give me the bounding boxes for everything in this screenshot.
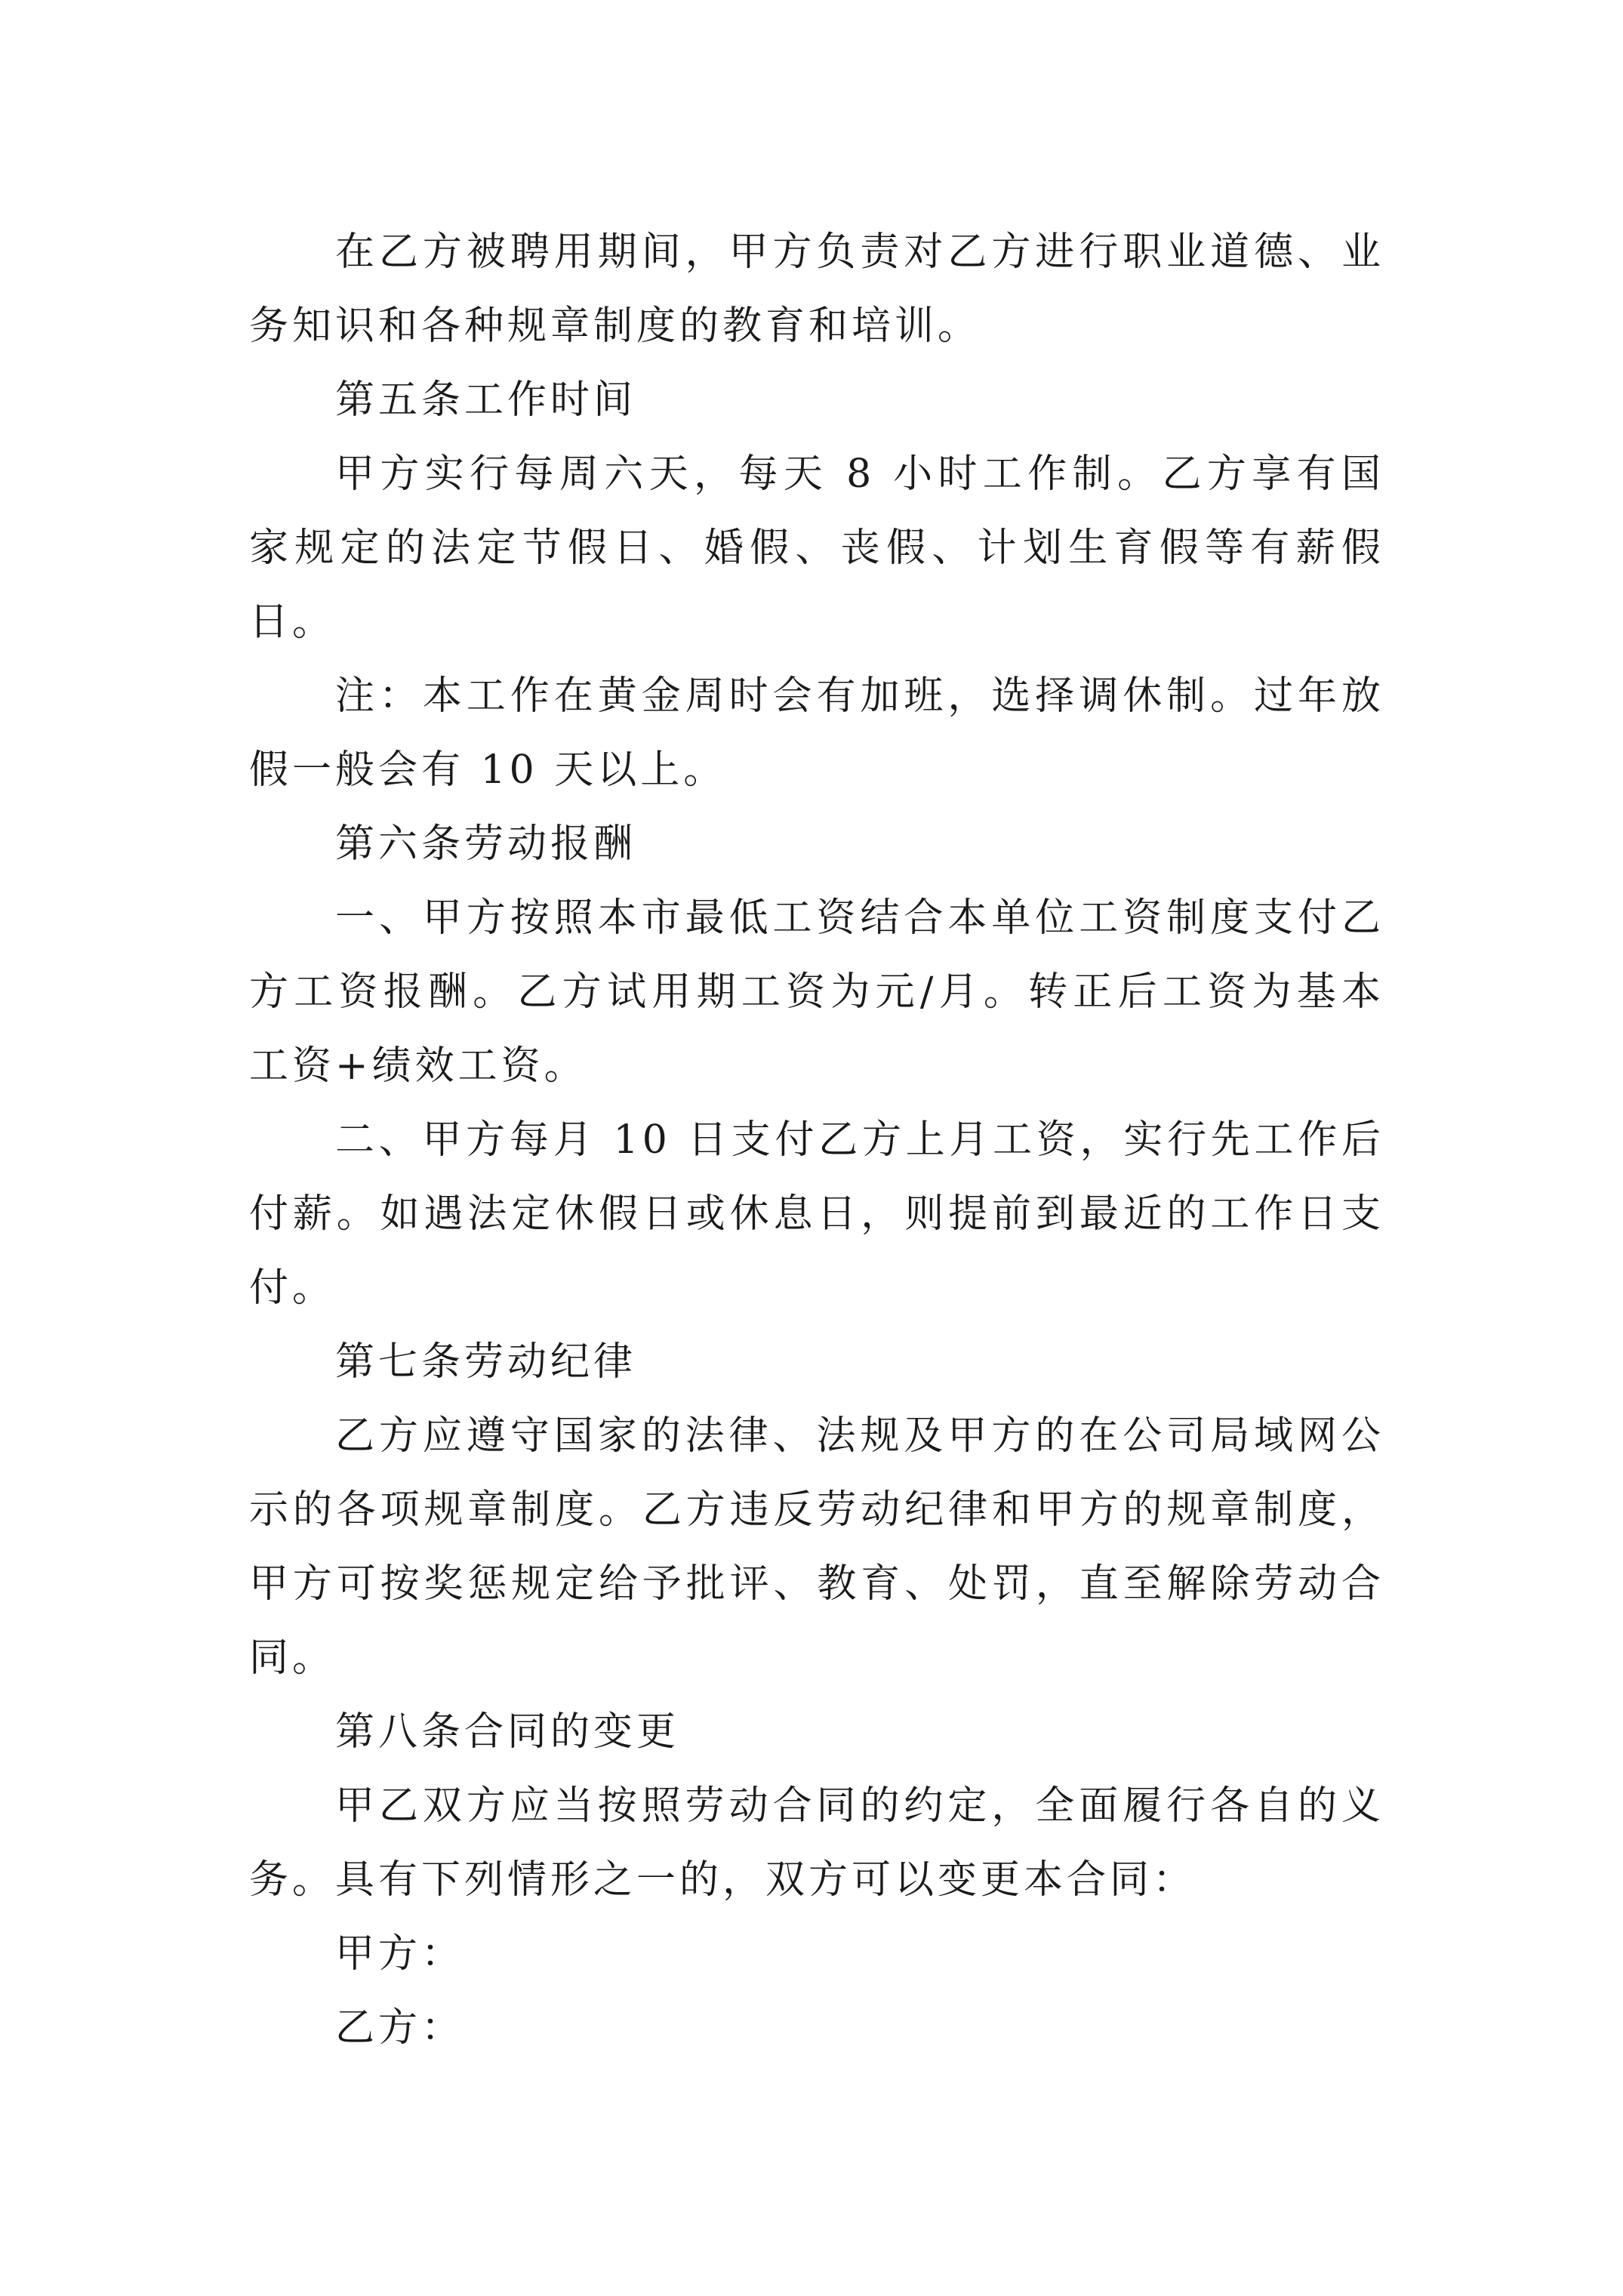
document-body: [249, 215, 1384, 2065]
heading-article-5: 第五条工作时间: [335, 378, 637, 423]
heading-article-8: 第八条合同的变更: [335, 1709, 680, 1755]
signature-party-a: 甲方：: [335, 1931, 465, 1977]
paragraph-discipline: 乙方应遵守国家的法律、法规及甲方的在公司局域网公示的各项规章制度。乙方违反劳动纪律和甲方的规章制度，甲方可按奖惩规定给予批评、教育、处罚，直至解除劳动合同。: [249, 1413, 1384, 1681]
paragraph-training: 在乙方被聘用期间，甲方负责对乙方进行职业道德、业务知识和各种规章制度的教育和培训。: [249, 230, 1384, 349]
paragraph-pay-1: 一、甲方按照本市最低工资结合本单位工资制度支付乙方工资报酬。乙方试用期工资为元/月。转正后工资为基本工资+绩效工资。: [249, 895, 1384, 1089]
paragraph-contract-change: 甲乙双方应当按照劳动合同的约定，全面履行各自的义务。具有下列情形之一的，双方可以变更本合同：: [249, 1783, 1384, 1903]
signature-party-b: 乙方：: [335, 2005, 465, 2051]
paragraph-note: 注：本工作在黄金周时会有加班，选择调休制。过年放假一般会有 10 天以上。: [249, 673, 1384, 793]
paragraph-work-schedule: 甲方实行每周六天，每天 8 小时工作制。乙方享有国家规定的法定节假日、婚假、丧假、计划生育假等有薪假日。: [249, 451, 1384, 645]
paragraph-pay-2: 二、甲方每月 10 日支付乙方上月工资，实行先工作后付薪。如遇法定休假日或休息日，则提前到最近的工作日支付。: [249, 1117, 1384, 1311]
heading-article-6: 第六条劳动报酬: [335, 821, 637, 867]
heading-article-7: 第七条劳动纪律: [335, 1339, 637, 1385]
